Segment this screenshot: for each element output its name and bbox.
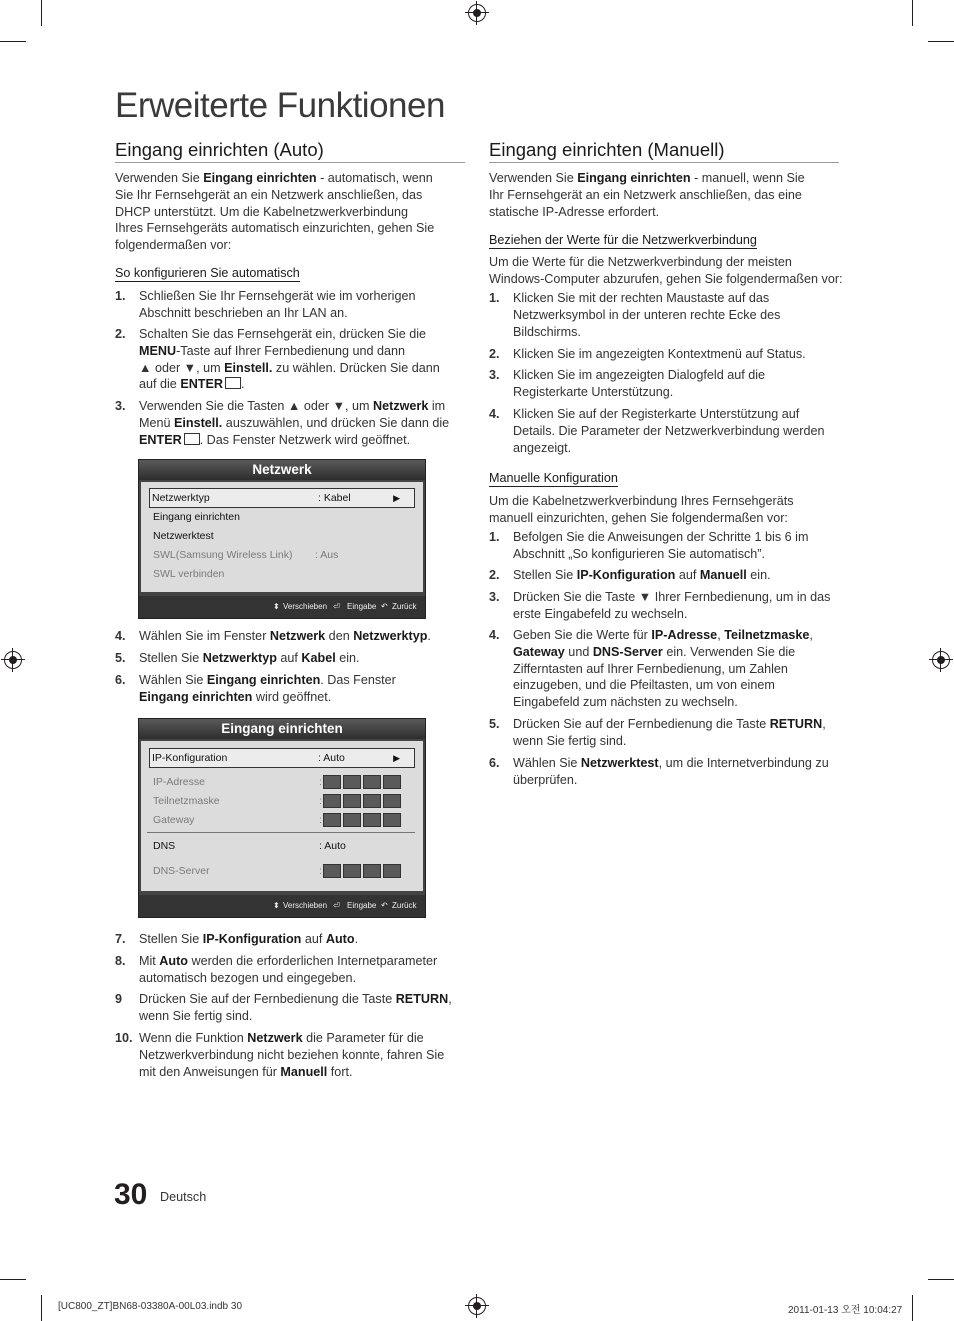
- registration-mark-icon: [468, 4, 486, 22]
- subheading-auto-config: So konfigurieren Sie automatisch: [115, 266, 300, 280]
- registration-mark-icon: [4, 651, 22, 669]
- ip-octets: [323, 813, 403, 833]
- enter-icon: [225, 377, 241, 389]
- osd-title: Eingang einrichten: [139, 719, 425, 739]
- subheading-manual-config: Manuelle Konfiguration: [489, 471, 618, 485]
- osd-row-ip-konfiguration[interactable]: IP-Konfiguration : Auto ▶: [149, 748, 415, 768]
- sub2-text: Um die Kabelnetzwerkverbindung Ihres Fernsehgeräts manuell einzurichten, gehen Sie folgendermaßen vor:: [489, 494, 794, 525]
- page-title: Erweiterte Funktionen: [115, 86, 445, 125]
- page-number: 30: [114, 1178, 148, 1211]
- osd-row[interactable]: DNS : Auto: [153, 840, 346, 852]
- osd-divider: [147, 832, 415, 833]
- enter-icon: ⏎: [333, 602, 340, 611]
- osd-netzwerk: [138, 459, 426, 619]
- ip-octets: [323, 864, 403, 884]
- osd-row: SWL verbinden: [153, 568, 225, 580]
- osd-row[interactable]: Netzwerktest: [153, 530, 214, 542]
- print-slug-right: 2011-01-13 오전 10:04:27: [788, 1305, 903, 1316]
- arrow-right-icon: ▶: [393, 753, 400, 763]
- osd-row: IP-Adresse :: [151, 773, 415, 791]
- osd-row: Teilnetzmaske :: [151, 792, 415, 810]
- osd-footer: ⬍ Verschieben ⏎ Eingabe ↶ Zurück: [139, 895, 425, 917]
- section-title-manual: Eingang einrichten (Manuell): [489, 139, 725, 160]
- osd-row: Gateway :: [151, 811, 415, 829]
- osd-footer: ⬍ Verschieben ⏎ Eingabe ↶ Zurück: [139, 596, 425, 618]
- registration-mark-icon: [932, 651, 950, 669]
- intro-auto: Verwenden Sie Eingang einrichten - automatisch, wenn Sie Ihr Fernsehgerät an ein Netzwerk anschließen, das DHCP unterstützt. Um die Kabelnetzwerkverbindung Ihres Fernsehgeräts automatisch einzurichten, gehen Sie folgendermaßen vor:: [115, 171, 435, 253]
- enter-icon: [184, 433, 200, 445]
- registration-mark-icon: [468, 1297, 486, 1315]
- return-icon: ↶: [381, 901, 388, 910]
- osd-title: Netzwerk: [139, 460, 425, 480]
- section-title-auto: Eingang einrichten (Auto): [115, 139, 324, 160]
- subheading-network-values: Beziehen der Werte für die Netzwerkverbindung: [489, 233, 757, 247]
- osd-row: DNS-Server :: [151, 862, 415, 880]
- print-slug-left: [UC800_ZT]BN68-03380A-00L03.indb 30: [58, 1301, 243, 1312]
- enter-icon: ⏎: [333, 901, 340, 910]
- osd-row-netzwerktyp[interactable]: Netzwerktyp : Kabel ▶: [149, 488, 415, 508]
- arrow-right-icon: ▶: [393, 493, 400, 503]
- updown-icon: ⬍: [273, 602, 280, 611]
- section-rule: [489, 162, 839, 163]
- return-icon: ↶: [381, 602, 388, 611]
- updown-icon: ⬍: [273, 901, 280, 910]
- osd-eingang-einrichten: [138, 718, 426, 918]
- language-label: Deutsch: [160, 1190, 207, 1204]
- osd-row[interactable]: Eingang einrichten: [153, 511, 240, 523]
- sub1-text: Um die Werte für die Netzwerkverbindung der meisten Windows-Computer abzurufen, gehen Sie folgendermaßen vor:: [489, 255, 843, 286]
- intro-manual: Verwenden Sie Eingang einrichten - manuell, wenn Sie Ihr Fernsehgerät an ein Netzwerk anschließen, das eine statische IP-Adresse erfordert.: [489, 171, 805, 219]
- section-rule: [115, 162, 465, 163]
- osd-row: SWL(Samsung Wireless Link) : Aus: [153, 549, 339, 561]
